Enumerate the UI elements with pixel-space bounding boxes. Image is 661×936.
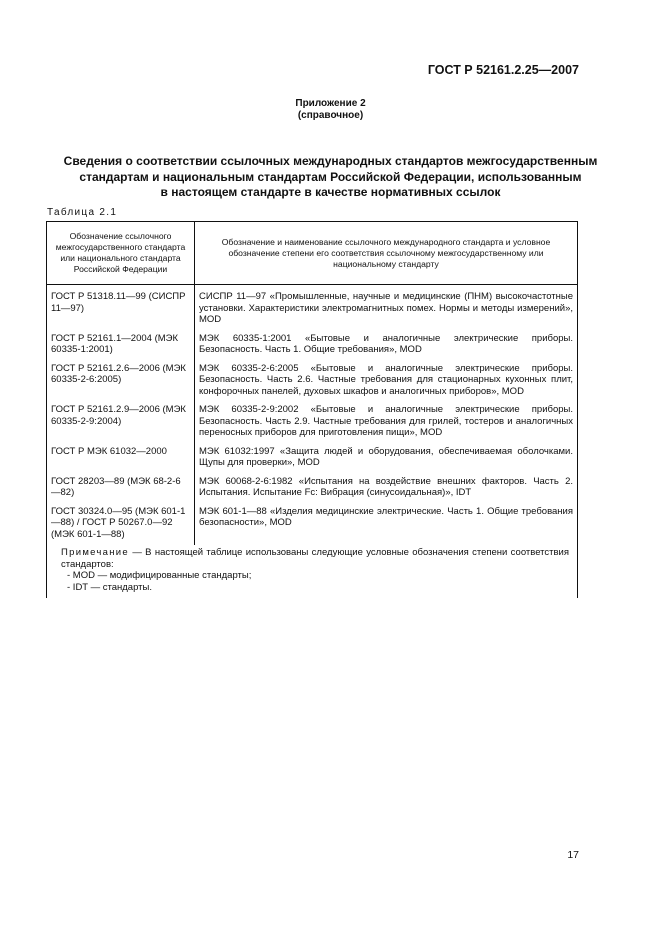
table-row <box>47 285 578 331</box>
table-row <box>47 361 578 403</box>
table-note <box>47 545 578 598</box>
note-text: — В настоящей таблице использованы следующие условные обозначения степени соответствия стандартов: <box>61 547 570 570</box>
annex-title: Приложение 2 <box>295 98 366 109</box>
note-item: - IDT — стандарты. <box>67 581 152 593</box>
reference-cell: ГОСТ Р 52161.2.9—2006 (МЭК 60335-2-9:2004) <box>47 402 195 444</box>
table-label: Таблица 2.1 <box>47 207 118 218</box>
description-cell: МЭК 61032:1997 «Защита людей и оборудования, обеспечиваемая оболочками. Щупы для проверки», MOD <box>195 444 578 474</box>
description-cell: МЭК 60068-2-6:1982 «Испытания на воздействие внешних факторов. Часть 2. Испытания. Испытание Fc: Вибрация (синусоидальная)», IDT <box>195 474 578 504</box>
annex-block <box>0 98 661 122</box>
description-cell: МЭК 601-1—88 «Изделия медицинские электрические. Часть 1. Общие требования безопасности», MOD <box>195 504 578 546</box>
page-number: 17 <box>567 849 579 861</box>
table-row <box>47 402 578 444</box>
standard-code: ГОСТ Р 52161.2.25—2007 <box>427 63 579 77</box>
table-row <box>47 331 578 361</box>
note-label: Примечание <box>61 547 129 558</box>
table-row <box>47 504 578 546</box>
column-header-reference: Обозначение ссылочного межгосударственного стандарта или национального стандарта Российской Федерации <box>47 222 195 285</box>
column-header-description: Обозначение и наименование ссылочного международного стандарта и условное обозначение степени его соответствия ссылочному межгосударственному или национальному стандарту <box>195 222 578 285</box>
table-header-row <box>47 222 578 285</box>
reference-cell: ГОСТ Р 52161.2.6—2006 (МЭК 60335-2-6:2005) <box>47 361 195 403</box>
note-item: - MOD — модифицированные стандарты; <box>67 570 252 581</box>
section-heading <box>60 154 601 201</box>
description-cell: МЭК 60335-1:2001 «Бытовые и аналогичные электрические приборы. Безопасность. Часть 1. Общие требования», MOD <box>195 331 578 361</box>
reference-cell: ГОСТ 30324.0—95 (МЭК 601-1—88) / ГОСТ Р 50267.0—92 (МЭК 601-1—88) <box>47 504 195 546</box>
annex-subtitle: (справочное) <box>297 110 364 121</box>
description-cell: СИСПР 11—97 «Промышленные, научные и медицинские (ПНМ) высокочастотные установки. Характеристики электромагнитных помех. Нормы и методы измерений», MOD <box>195 285 578 331</box>
table-row <box>47 474 578 504</box>
reference-cell: ГОСТ Р 52161.1—2004 (МЭК 60335-1:2001) <box>47 331 195 361</box>
table-row <box>47 444 578 474</box>
reference-cell: ГОСТ Р МЭК 61032—2000 <box>47 444 195 474</box>
reference-cell: ГОСТ Р 51318.11—99 (СИСПР 11—97) <box>47 285 195 331</box>
reference-cell: ГОСТ 28203—89 (МЭК 68-2-6—82) <box>47 474 195 504</box>
description-cell: МЭК 60335-2-6:2005 «Бытовые и аналогичные электрические приборы. Безопасность. Часть 2.6. Частные требования для стационарных кухонных плит, конфорочных панелей, духовых шкафов и аналогичных приборов», MOD <box>195 361 578 403</box>
heading-line: стандартам и национальным стандартам Российской Федерации, использованным <box>79 169 582 184</box>
heading-line: Сведения о соответствии ссылочных международных стандартов межгосударственным <box>63 154 598 168</box>
note-intro <box>61 547 569 570</box>
correspondence-table <box>46 221 578 598</box>
heading-line: в настоящем стандарте в качестве нормативных ссылок <box>160 185 501 199</box>
description-cell: МЭК 60335-2-9:2002 «Бытовые и аналогичные электрические приборы. Безопасность. Часть 2.9. Частные требования для грилей, тостеров и аналогичных переносных приборов для приготовления пищи», MOD <box>195 402 578 444</box>
table-note-row <box>47 545 578 598</box>
